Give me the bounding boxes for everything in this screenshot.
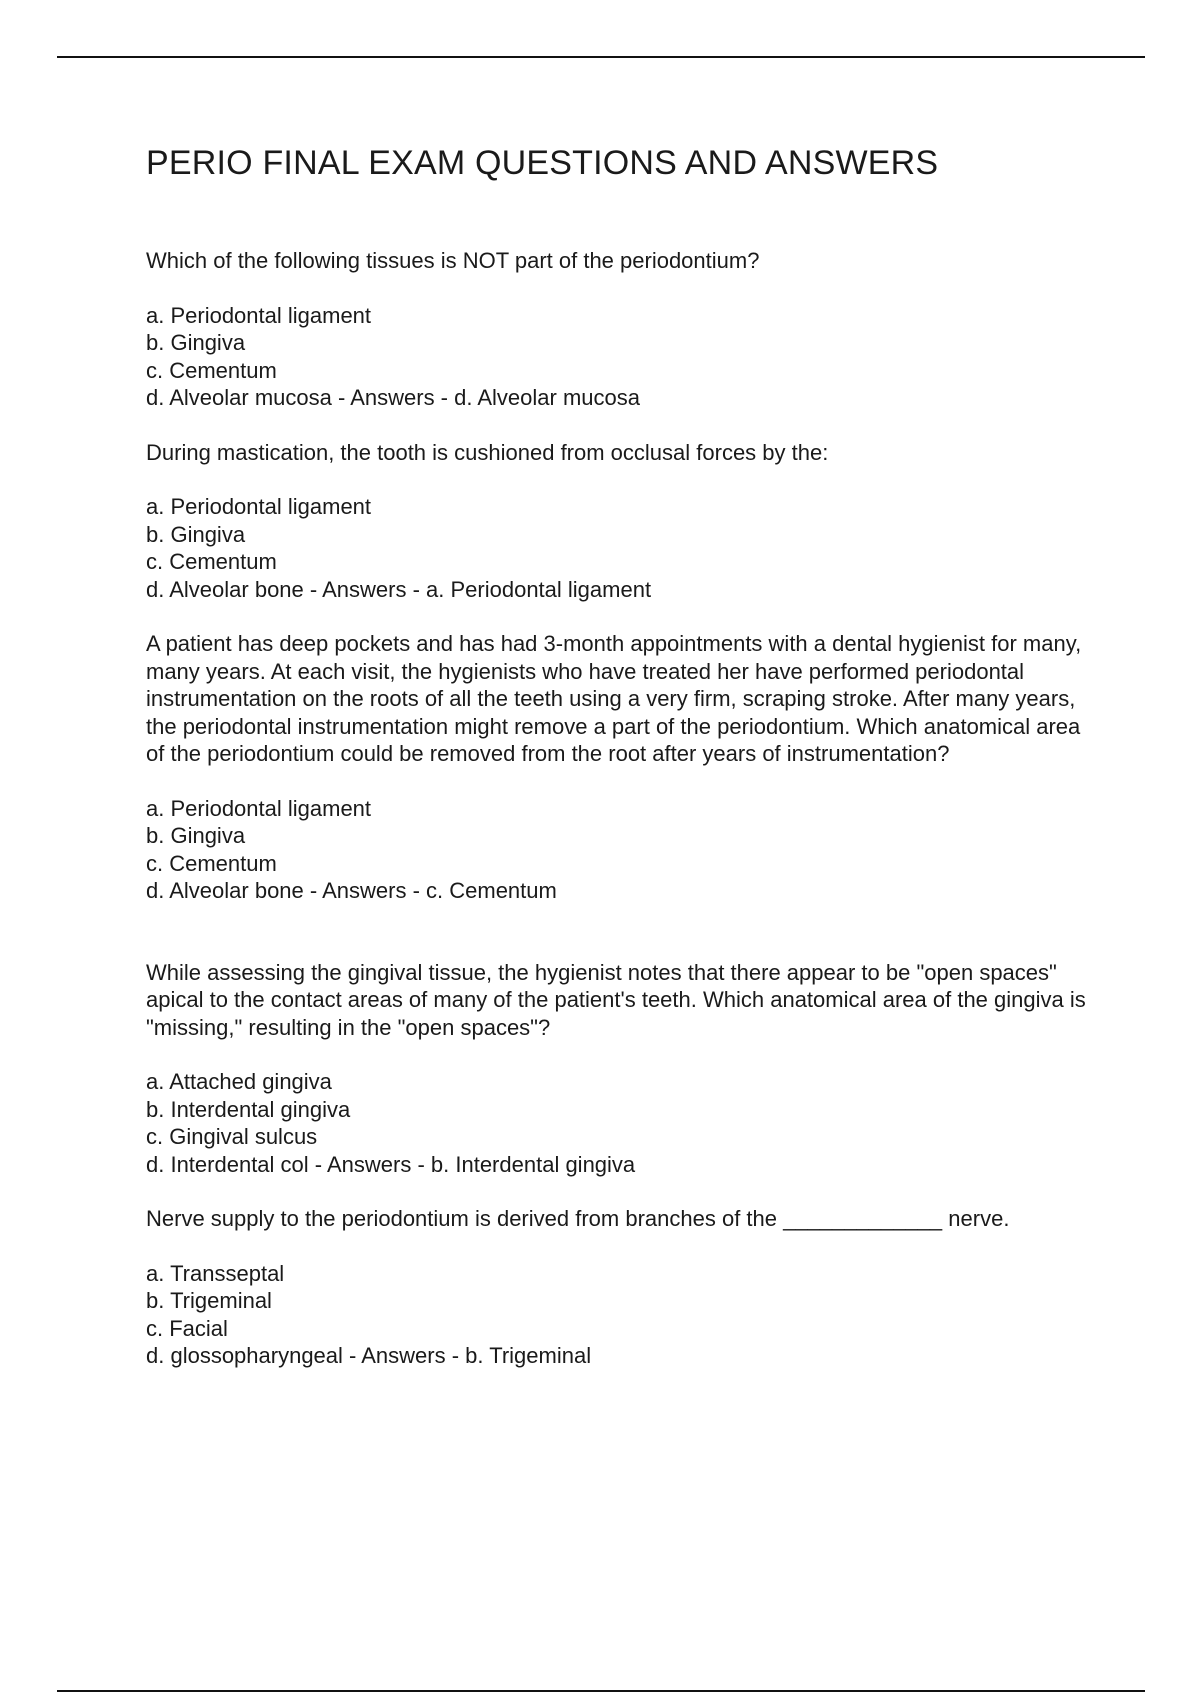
document-title: PERIO FINAL EXAM QUESTIONS AND ANSWERS [146, 144, 939, 182]
option-b: b. Gingiva [146, 521, 246, 547]
question-prompt: During mastication, the tooth is cushioned from occlusal forces by the: [146, 439, 829, 465]
option-d-with-answer: d. Alveolar mucosa - Answers - d. Alveolar mucosa [146, 385, 640, 410]
option-d-with-answer: d. Alveolar bone - Answers - c. Cementum [146, 878, 557, 903]
option-c: c. Cementum [146, 357, 277, 383]
option-c: c. Facial [146, 1315, 228, 1341]
top-rule [57, 56, 1145, 58]
bottom-rule [57, 1690, 1145, 1692]
option-a: a. Attached gingiva [146, 1069, 332, 1094]
question-prompt: Nerve supply to the periodontium is derived from branches of the _____________ nerve. [146, 1206, 1010, 1231]
option-b: b. Trigeminal [146, 1288, 272, 1313]
option-c: c. Cementum [146, 549, 277, 574]
option-a: a. Periodontal ligament [146, 302, 372, 328]
answer-options [146, 795, 1086, 905]
question-block-2 [146, 439, 1086, 604]
answer-options [146, 1260, 1086, 1370]
question-block-1 [146, 247, 1086, 412]
option-b: b. Gingiva [146, 330, 246, 355]
document-body [146, 143, 1086, 1397]
option-a: a. Periodontal ligament [146, 494, 372, 519]
option-d-with-answer: d. glossopharyngeal - Answers - b. Trigeminal [146, 1343, 592, 1368]
question-block-5 [146, 1205, 1086, 1370]
option-c: c. Gingival sulcus [146, 1124, 318, 1149]
question-prompt: While assessing the gingival tissue, the hygienist notes that there appear to be "open spaces" apical to the contact areas of many of the patient's teeth. Which anatomical area of the gingiva is "missing," resulting in the "open spaces"? [146, 959, 1086, 1040]
option-a: a. Transseptal [146, 1260, 285, 1286]
question-block-3 [146, 630, 1086, 905]
answer-options [146, 302, 1086, 412]
option-b: b. Gingiva [146, 823, 246, 848]
option-d-with-answer: d. Alveolar bone - Answers - a. Periodontal ligament [146, 576, 652, 602]
option-d-with-answer: d. Interdental col - Answers - b. Interdental gingiva [146, 1151, 636, 1177]
question-block-4 [146, 959, 1086, 1179]
question-prompt: Which of the following tissues is NOT part of the periodontium? [146, 248, 760, 273]
option-b: b. Interdental gingiva [146, 1096, 351, 1122]
answer-options [146, 1068, 1086, 1178]
option-c: c. Cementum [146, 850, 277, 876]
answer-options [146, 493, 1086, 603]
option-a: a. Periodontal ligament [146, 795, 372, 821]
question-prompt: A patient has deep pockets and has had 3-month appointments with a dental hygienist for many, many years. At each visit, the hygienists who have treated her have performed periodontal instrumentation on the roots of all the teeth using a very firm, scraping stroke. After many years, the periodontal instrumentation might remove a part of the periodontium. Which anatomical area of the periodontium could be removed from the root after years of instrumentation? [146, 631, 1082, 766]
